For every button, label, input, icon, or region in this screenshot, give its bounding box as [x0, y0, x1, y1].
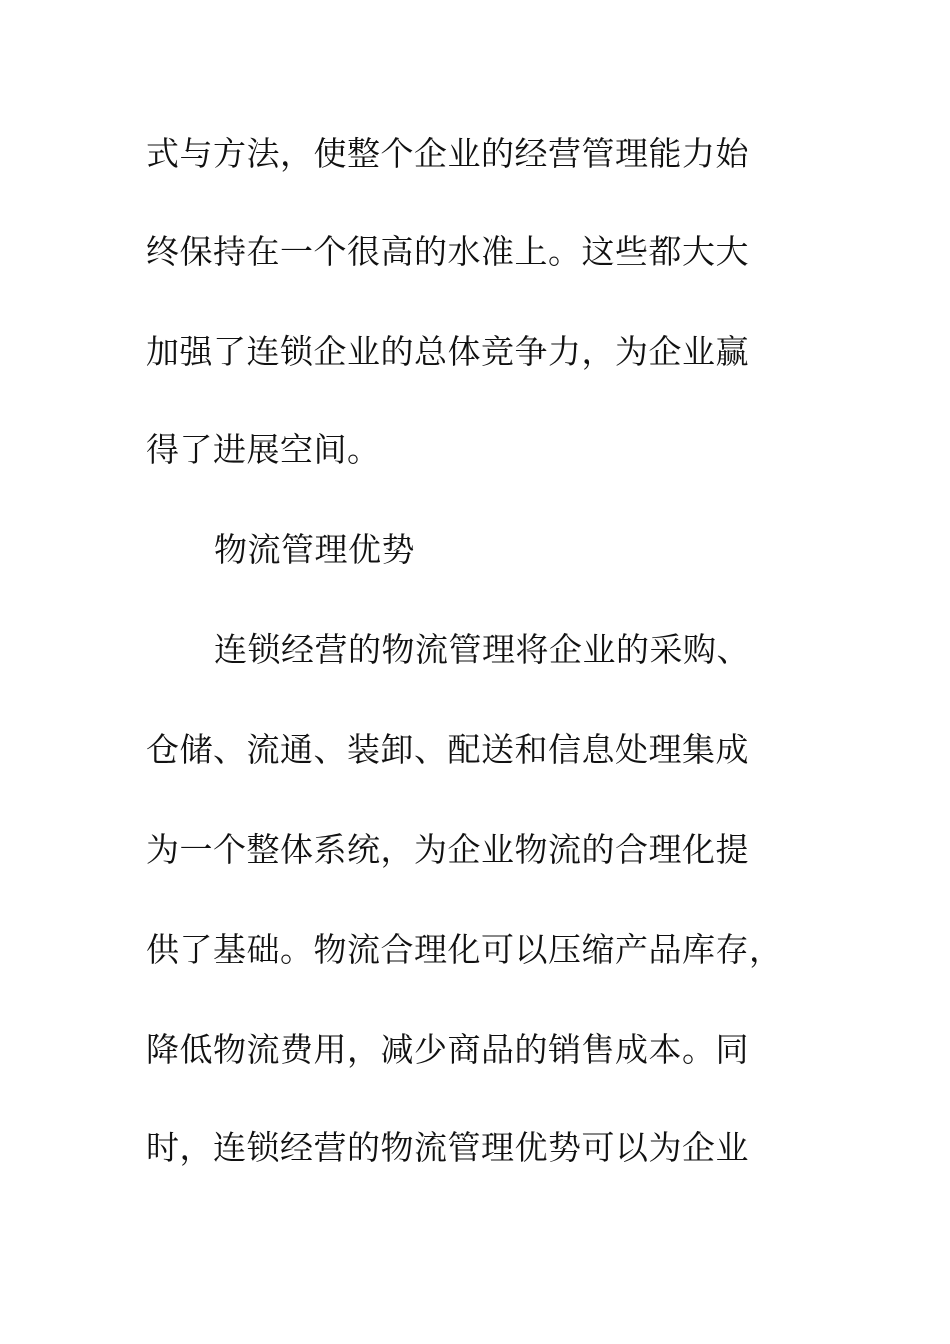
paragraph-line: 终保持在一个很高的水准上。这些都大大	[146, 232, 749, 271]
paragraph-line: 时，连锁经营的物流管理优势可以为企业	[146, 1128, 749, 1167]
paragraph-line: 为一个整体系统，为企业物流的合理化提	[146, 830, 749, 869]
paragraph-line: 式与方法，使整个企业的经营管理能力始	[146, 134, 749, 173]
paragraph-line: 降低物流费用，减少商品的销售成本。同	[146, 1030, 749, 1069]
paragraph-line: 连锁经营的物流管理将企业的采购、	[214, 630, 750, 669]
paragraph-line: 加强了连锁企业的总体竞争力，为企业赢	[146, 332, 749, 371]
section-heading: 物流管理优势	[214, 530, 415, 569]
paragraph-line: 仓储、流通、装卸、配送和信息处理集成	[146, 730, 749, 769]
paragraph-line: 供了基础。物流合理化可以压缩产品库存，	[146, 930, 783, 969]
paragraph-line: 得了进展空间。	[146, 430, 381, 469]
